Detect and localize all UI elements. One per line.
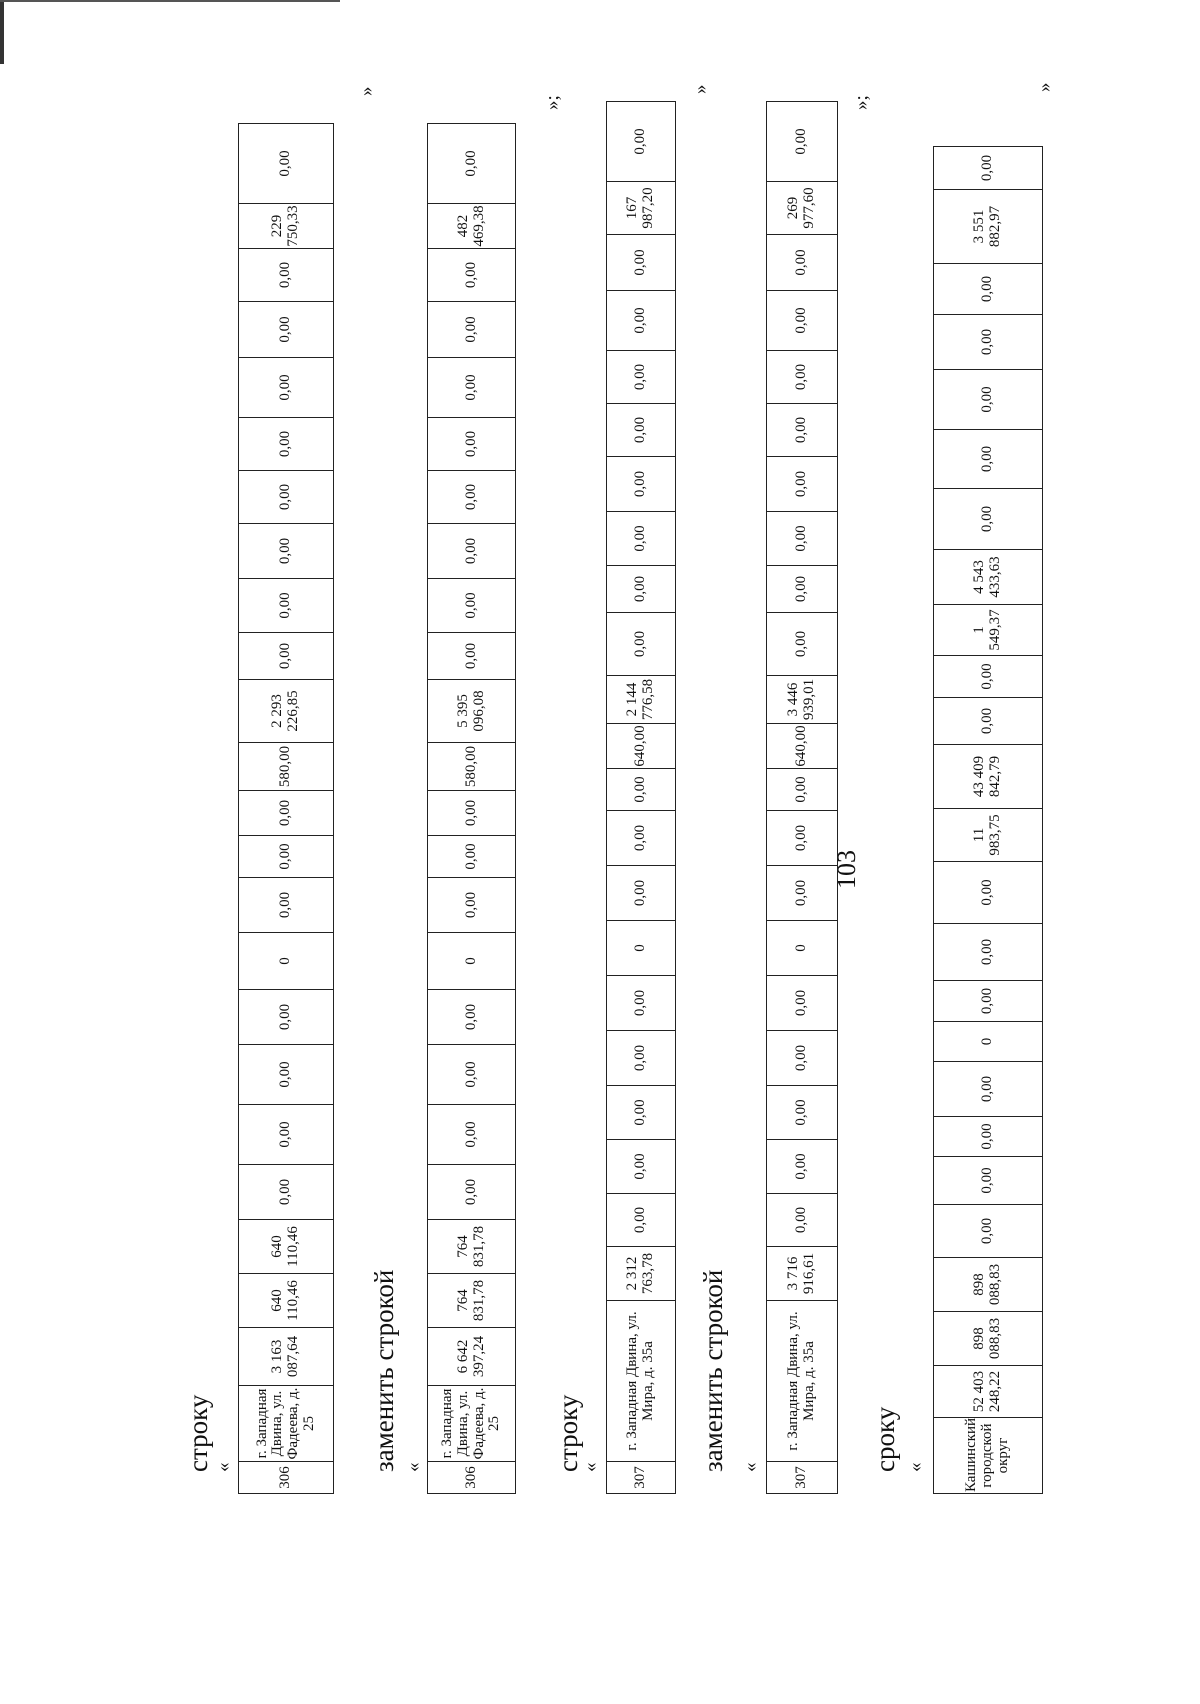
table-cell: 0,00 xyxy=(239,1045,334,1105)
table-cell: 306 xyxy=(428,1462,516,1494)
table-cell: 0,00 xyxy=(934,147,1043,190)
table-cell: 0,00 xyxy=(607,1086,676,1140)
table-cell: 0,00 xyxy=(239,358,334,418)
table-cell: 0,00 xyxy=(767,1140,838,1194)
table-cell: 0,00 xyxy=(767,566,838,613)
table-cell: 0,00 xyxy=(239,836,334,878)
table-row-306-new xyxy=(427,123,516,1494)
table-cell: 0,00 xyxy=(607,1140,676,1194)
table-cell: 0,00 xyxy=(428,836,516,878)
table-cell: 640 110,46 xyxy=(239,1274,334,1328)
table-cell: 0,00 xyxy=(767,769,838,811)
table-cell: 11 983,75 xyxy=(934,809,1043,862)
table-cell: 0,00 xyxy=(607,976,676,1031)
table-cell: 0 xyxy=(607,921,676,976)
quote-open-3: « xyxy=(580,1462,601,1472)
page-number: 103 xyxy=(832,850,861,889)
table-cell: 0,00 xyxy=(428,1045,516,1105)
table-cell: 0,00 xyxy=(767,291,838,351)
table-cell: 229 750,33 xyxy=(239,204,334,249)
quote-open-1: « xyxy=(213,1462,234,1472)
table-cell: 0,00 xyxy=(767,351,838,404)
table-cell: 0,00 xyxy=(239,579,334,633)
table-cell: 4 543 433,63 xyxy=(934,550,1043,605)
table-cell: 0 xyxy=(767,921,838,976)
table-cell: 3 551 882,97 xyxy=(934,190,1043,264)
table-cell: 482 469,38 xyxy=(428,204,516,249)
table-cell: 0,00 xyxy=(428,1105,516,1165)
table-cell: 0,00 xyxy=(239,878,334,933)
table-cell: 0,00 xyxy=(934,430,1043,489)
table-cell: 2 312 763,78 xyxy=(607,1247,676,1301)
table-cell: 3 163 087,64 xyxy=(239,1328,334,1386)
table-row xyxy=(428,124,516,1494)
table-cell: 306 xyxy=(239,1462,334,1494)
table-cell: 898 088,83 xyxy=(934,1312,1043,1366)
table-cell: 2 144 776,58 xyxy=(607,676,676,724)
table-cell: 0,00 xyxy=(767,1086,838,1140)
table-cell: 640,00 xyxy=(607,724,676,769)
table-cell: 0,00 xyxy=(239,524,334,579)
table-cell: г. Западная Двина, ул. Мира, д. 35а xyxy=(767,1301,838,1462)
table-cell: 0,00 xyxy=(428,358,516,418)
table-cell: 0,00 xyxy=(239,791,334,836)
table-cell: 307 xyxy=(607,1462,676,1494)
table-row xyxy=(239,124,334,1494)
table-cell: 640 110,46 xyxy=(239,1220,334,1274)
table-cell: 0,00 xyxy=(934,264,1043,315)
table-cell: 0,00 xyxy=(767,613,838,676)
table-cell: 0 xyxy=(428,933,516,990)
table-cell: 0,00 xyxy=(428,471,516,524)
table-cell: 0,00 xyxy=(607,1194,676,1247)
table-cell: Кашинский городской округ xyxy=(934,1418,1043,1494)
quote-close-2: »; xyxy=(542,95,563,110)
table-cell: 0,00 xyxy=(607,1031,676,1086)
table-cell: 167 987,20 xyxy=(607,182,676,235)
table-cell: 0,00 xyxy=(607,613,676,676)
table-cell: 0,00 xyxy=(607,769,676,811)
table-cell: 0 xyxy=(239,933,334,990)
table-cell: 0,00 xyxy=(428,579,516,633)
phrase-stroku-1: строку xyxy=(183,1394,213,1472)
table-cell: 0,00 xyxy=(428,418,516,471)
table-cell: 0,00 xyxy=(607,512,676,566)
table-cell: 0,00 xyxy=(239,1105,334,1165)
table-cell: 3 716 916,61 xyxy=(767,1247,838,1301)
table-cell: 0,00 xyxy=(934,489,1043,550)
table-cell: 0,00 xyxy=(428,302,516,358)
table-cell: 0,00 xyxy=(239,302,334,358)
table-cell: 0,00 xyxy=(239,124,334,204)
table-cell: 269 977,60 xyxy=(767,182,838,235)
table-cell: г. Западная Двина, ул. Фадеева, д. 25 xyxy=(239,1386,334,1462)
table-cell: 0,00 xyxy=(767,512,838,566)
table-cell: 0,00 xyxy=(767,1031,838,1086)
table-cell: 0,00 xyxy=(767,235,838,291)
table-cell: 764 831,78 xyxy=(428,1274,516,1328)
table-row-307-new xyxy=(766,101,838,1494)
table-cell: 3 446 939,01 xyxy=(767,676,838,724)
quote-open-5: « xyxy=(905,1462,926,1472)
table-cell: 0,00 xyxy=(428,249,516,302)
table-cell: 580,00 xyxy=(428,743,516,791)
phrase-stroku-2: строку xyxy=(553,1394,583,1472)
table-cell: 0,00 xyxy=(767,976,838,1031)
table-cell: 52 403 248,22 xyxy=(934,1366,1043,1418)
table-cell: 0,00 xyxy=(428,633,516,680)
table-cell: г. Западная Двина, ул. Мира, д. 35а xyxy=(607,1301,676,1462)
table-cell: 0,00 xyxy=(767,102,838,182)
quote-open-4: « xyxy=(740,1462,761,1472)
table-cell: 640,00 xyxy=(767,724,838,769)
table-row xyxy=(607,102,676,1494)
table-cell: 0,00 xyxy=(607,291,676,351)
table-cell: 2 293 226,85 xyxy=(239,680,334,743)
quote-open-2: « xyxy=(403,1462,424,1472)
table-cell: 0,00 xyxy=(607,102,676,182)
table-cell: 43 409 842,79 xyxy=(934,745,1043,809)
quote-close-5: » xyxy=(1034,82,1055,92)
table-cell: 0,00 xyxy=(428,990,516,1045)
table-cell: 6 642 397,24 xyxy=(428,1328,516,1386)
table-cell: 898 088,83 xyxy=(934,1258,1043,1312)
quote-close-3: » xyxy=(690,84,711,94)
table-cell: 0,00 xyxy=(767,1194,838,1247)
table-cell: 0,00 xyxy=(934,1062,1043,1117)
table-cell: 0,00 xyxy=(239,249,334,302)
table-cell: 0,00 xyxy=(934,698,1043,745)
table-cell: 0,00 xyxy=(607,404,676,457)
table-row-306-old xyxy=(238,123,334,1494)
table-cell: 0,00 xyxy=(239,471,334,524)
table-cell: 0,00 xyxy=(428,791,516,836)
table-cell: 764 831,78 xyxy=(428,1220,516,1274)
table-cell: 0,00 xyxy=(239,633,334,680)
table-cell: 0 xyxy=(934,1022,1043,1062)
table-cell: 1 549,37 xyxy=(934,605,1043,656)
table-cell: 0,00 xyxy=(239,418,334,471)
table-cell: 0,00 xyxy=(239,990,334,1045)
table-cell: 0,00 xyxy=(934,1205,1043,1258)
table-cell: 5 395 096,08 xyxy=(428,680,516,743)
table-row-307-old xyxy=(606,101,676,1494)
table-cell: 0,00 xyxy=(428,1165,516,1220)
table-cell: 0,00 xyxy=(934,981,1043,1022)
table-cell: 0,00 xyxy=(607,866,676,921)
table-cell: 0,00 xyxy=(934,1117,1043,1157)
table-row xyxy=(767,102,838,1494)
table-cell: 0,00 xyxy=(934,656,1043,698)
table-cell: 580,00 xyxy=(239,743,334,791)
table-cell: 0,00 xyxy=(934,370,1043,430)
table-cell: 0,00 xyxy=(934,1157,1043,1205)
quote-close-1: » xyxy=(356,86,377,96)
phrase-zamenit-1: заменить строкой xyxy=(369,1269,399,1472)
table-cell: 0,00 xyxy=(934,315,1043,370)
table-cell: 0,00 xyxy=(607,811,676,866)
table-cell: 0,00 xyxy=(239,1165,334,1220)
table-cell: 0,00 xyxy=(767,457,838,512)
table-cell: 0,00 xyxy=(767,811,838,866)
table-cell: 0,00 xyxy=(767,404,838,457)
table-cell: г. Западная Двина, ул. Фадеева, д. 25 xyxy=(428,1386,516,1462)
table-cell: 0,00 xyxy=(428,524,516,579)
table-cell: 307 xyxy=(767,1462,838,1494)
phrase-zamenit-2: заменить строкой xyxy=(698,1269,728,1472)
table-row xyxy=(934,147,1043,1494)
table-row-kashinsky-total xyxy=(933,146,1043,1494)
table-cell: 0,00 xyxy=(607,351,676,404)
table-cell: 0,00 xyxy=(607,566,676,613)
table-cell: 0,00 xyxy=(934,862,1043,924)
phrase-sroku: сроку xyxy=(870,1406,900,1472)
quote-close-4: »; xyxy=(851,95,872,110)
table-cell: 0,00 xyxy=(934,924,1043,981)
table-cell: 0,00 xyxy=(428,878,516,933)
table-cell: 0,00 xyxy=(607,235,676,291)
table-cell: 0,00 xyxy=(767,866,838,921)
table-cell: 0,00 xyxy=(607,457,676,512)
table-cell: 0,00 xyxy=(428,124,516,204)
